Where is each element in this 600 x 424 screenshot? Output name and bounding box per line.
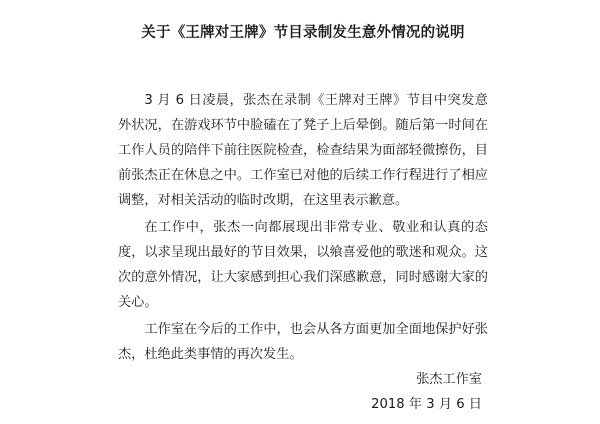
document-body [118,88,488,367]
signature-date: 2018 年 3 月 6 日 [371,397,482,412]
signature-name: 张杰工作室 [416,372,482,387]
paragraph-3: 工作室在今后的工作中，也会从各方面更加全面地保护好张杰，杜绝此类事情的再次发生。 [118,322,488,362]
signature-block [371,367,482,417]
paragraph-1: 3 月 6 日凌晨，张杰在录制《王牌对王牌》节目中突发意外状况，在游戏环节中脸磕在了凳子上后晕倒。随后第一时间在工作人员的陪伴下前往医院检查，检查结果为面部轻微擦伤，目前张杰正在休息之中。工作室已对他的后续工作行程进行了相应调整，对相关活动的临时改期，在这里表示歉意。 [118,93,488,208]
paragraph-2: 在工作中，张杰一向都展现出非常专业、敬业和认真的态度，以求呈现出最好的节目效果，以飨喜爱他的歌迷和观众。这次的意外情况，让大家感到担心我们深感歉意，同时感谢大家的关心。 [118,220,488,310]
document-title: 关于《王牌对王牌》节目录制发生意外情况的说明 [141,25,465,41]
